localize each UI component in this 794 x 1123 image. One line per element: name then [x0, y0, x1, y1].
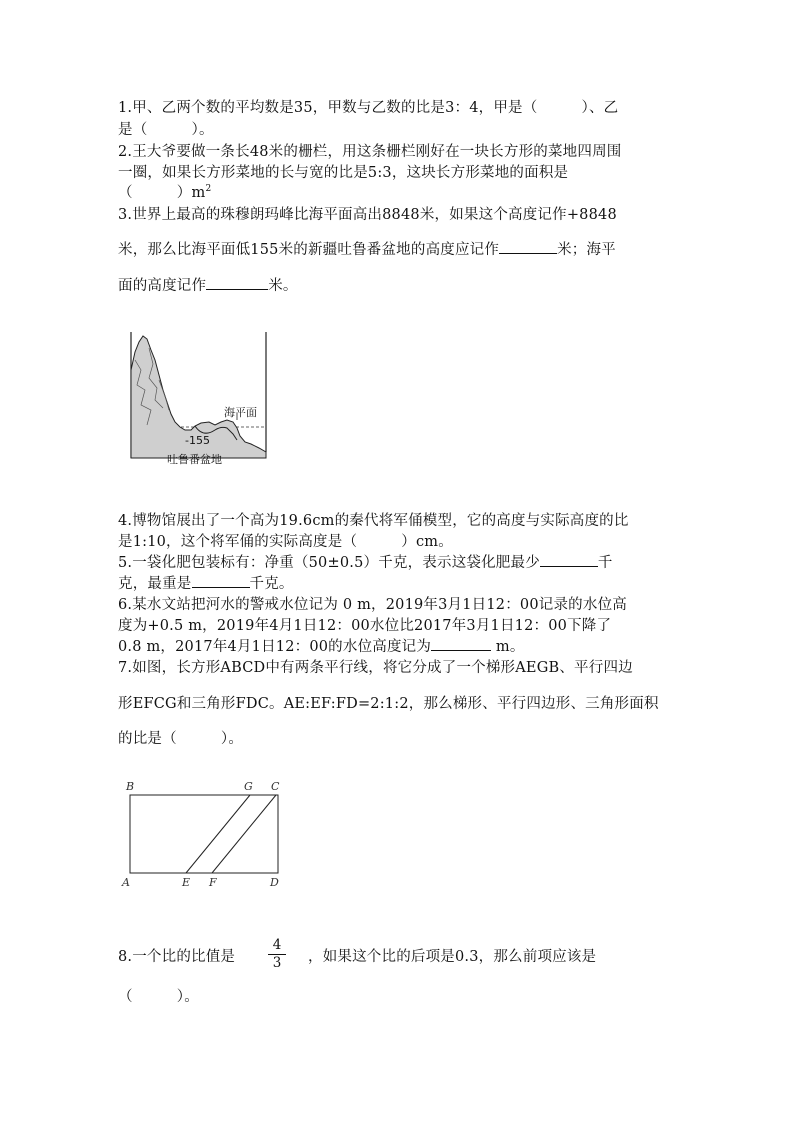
line-eg	[186, 795, 250, 873]
q3-line2a: 米，那么比海平面低155米的新疆吐鲁番盆地的高度应记作	[118, 242, 500, 258]
q2-line2: 一圈，如果长方形菜地的长与宽的比是5:3，这块长方形菜地的面积是	[118, 165, 569, 181]
q5-line2b: 千克。	[249, 576, 294, 592]
rectangle-abcd	[130, 795, 278, 873]
q5-line1	[118, 551, 613, 572]
label-g: G	[244, 780, 253, 793]
q6-line2: 度为+0.5 m，2019年4月1日12：00水位比2017年3月1日12：00下降了	[118, 618, 612, 634]
fraction-denominator: 3	[272, 955, 282, 971]
q3-line3	[118, 274, 298, 295]
sea-level-label: 海平面	[224, 406, 257, 419]
q3-line3b: 米。	[268, 278, 298, 294]
label-e: E	[182, 876, 191, 889]
q5-line2a: 克，最重是	[118, 576, 192, 592]
q3-blank-sealevel[interactable]	[206, 275, 268, 290]
q8-suffix: ，如果这个比的后项是0.3，那么前项应该是	[308, 949, 597, 965]
q3-blank-basin[interactable]	[499, 239, 557, 254]
q5-blank-max[interactable]	[192, 573, 250, 588]
q2-line1: 2.王大爷要做一条长48米的栅栏，用这条栅栏刚好在一块长方形的菜地四周围	[118, 144, 622, 160]
q6-blank[interactable]	[431, 636, 491, 651]
basin-label: 吐鲁番盆地	[167, 453, 222, 466]
q8-fraction	[268, 938, 286, 971]
q5-line1b: 千	[597, 555, 613, 571]
q7-line2: 形EFCG和三角形FDC。AE:EF:FD=2:1:2，那么梯形、平行四边形、三角形面积	[118, 696, 659, 712]
label-d: D	[270, 876, 279, 889]
q8-line2: （ ）。	[118, 989, 199, 1005]
q3-line2b: 米；海平	[557, 242, 616, 258]
depth-label: -155	[185, 434, 210, 447]
line-fc	[212, 795, 276, 873]
q2-line3-superscript: 2	[205, 184, 212, 195]
q6-line3a: 0.8 m，2017年4月1日12：00的水位高度记为	[118, 639, 432, 655]
q8-prefix: 8.一个比的比值是	[118, 949, 236, 965]
q2-line3-text: （ ）m	[118, 185, 206, 201]
q6-line1: 6.某水文站把河水的警戒水位记为 0 m，2019年3月1日12：00记录的水位高	[118, 597, 627, 613]
fraction-numerator: 4	[272, 937, 282, 953]
terrain-figure	[125, 330, 275, 470]
q5-line1a: 5.一袋化肥包装标有：净重（50±0.5）千克，表示这袋化肥最少	[118, 555, 540, 571]
label-a: A	[122, 876, 130, 889]
q1-line2: 是（ ）。	[118, 122, 214, 138]
q3-line3a: 面的高度记作	[118, 278, 207, 294]
q2-line3	[118, 181, 211, 202]
q3-line1: 3.世界上最高的珠穆朗玛峰比海平面高出8848米，如果这个高度记作+8848	[118, 207, 617, 223]
label-b: B	[126, 780, 135, 793]
q4-line2: 是1:10，这个将军俑的实际高度是（ ）cm。	[118, 534, 453, 550]
label-c: C	[271, 780, 280, 793]
rectangle-figure	[118, 778, 293, 893]
label-f: F	[209, 876, 217, 889]
q6-line3	[118, 635, 525, 656]
q5-line2	[118, 572, 294, 593]
q4-line1: 4.博物馆展出了一个高为19.6cm的秦代将军俑模型，它的高度与实际高度的比	[118, 513, 629, 529]
q7-line3: 的比是（ ）。	[118, 731, 244, 747]
q3-line2	[118, 238, 616, 259]
q7-line1: 7.如图，长方形ABCD中有两条平行线，将它分成了一个梯形AEGB、平行四边	[118, 660, 633, 676]
q5-blank-min[interactable]	[540, 552, 598, 567]
q6-line3b: m。	[491, 639, 525, 655]
q1-line1: 1.甲、乙两个数的平均数是35，甲数与乙数的比是3：4，甲是（ ）、乙	[118, 100, 619, 116]
